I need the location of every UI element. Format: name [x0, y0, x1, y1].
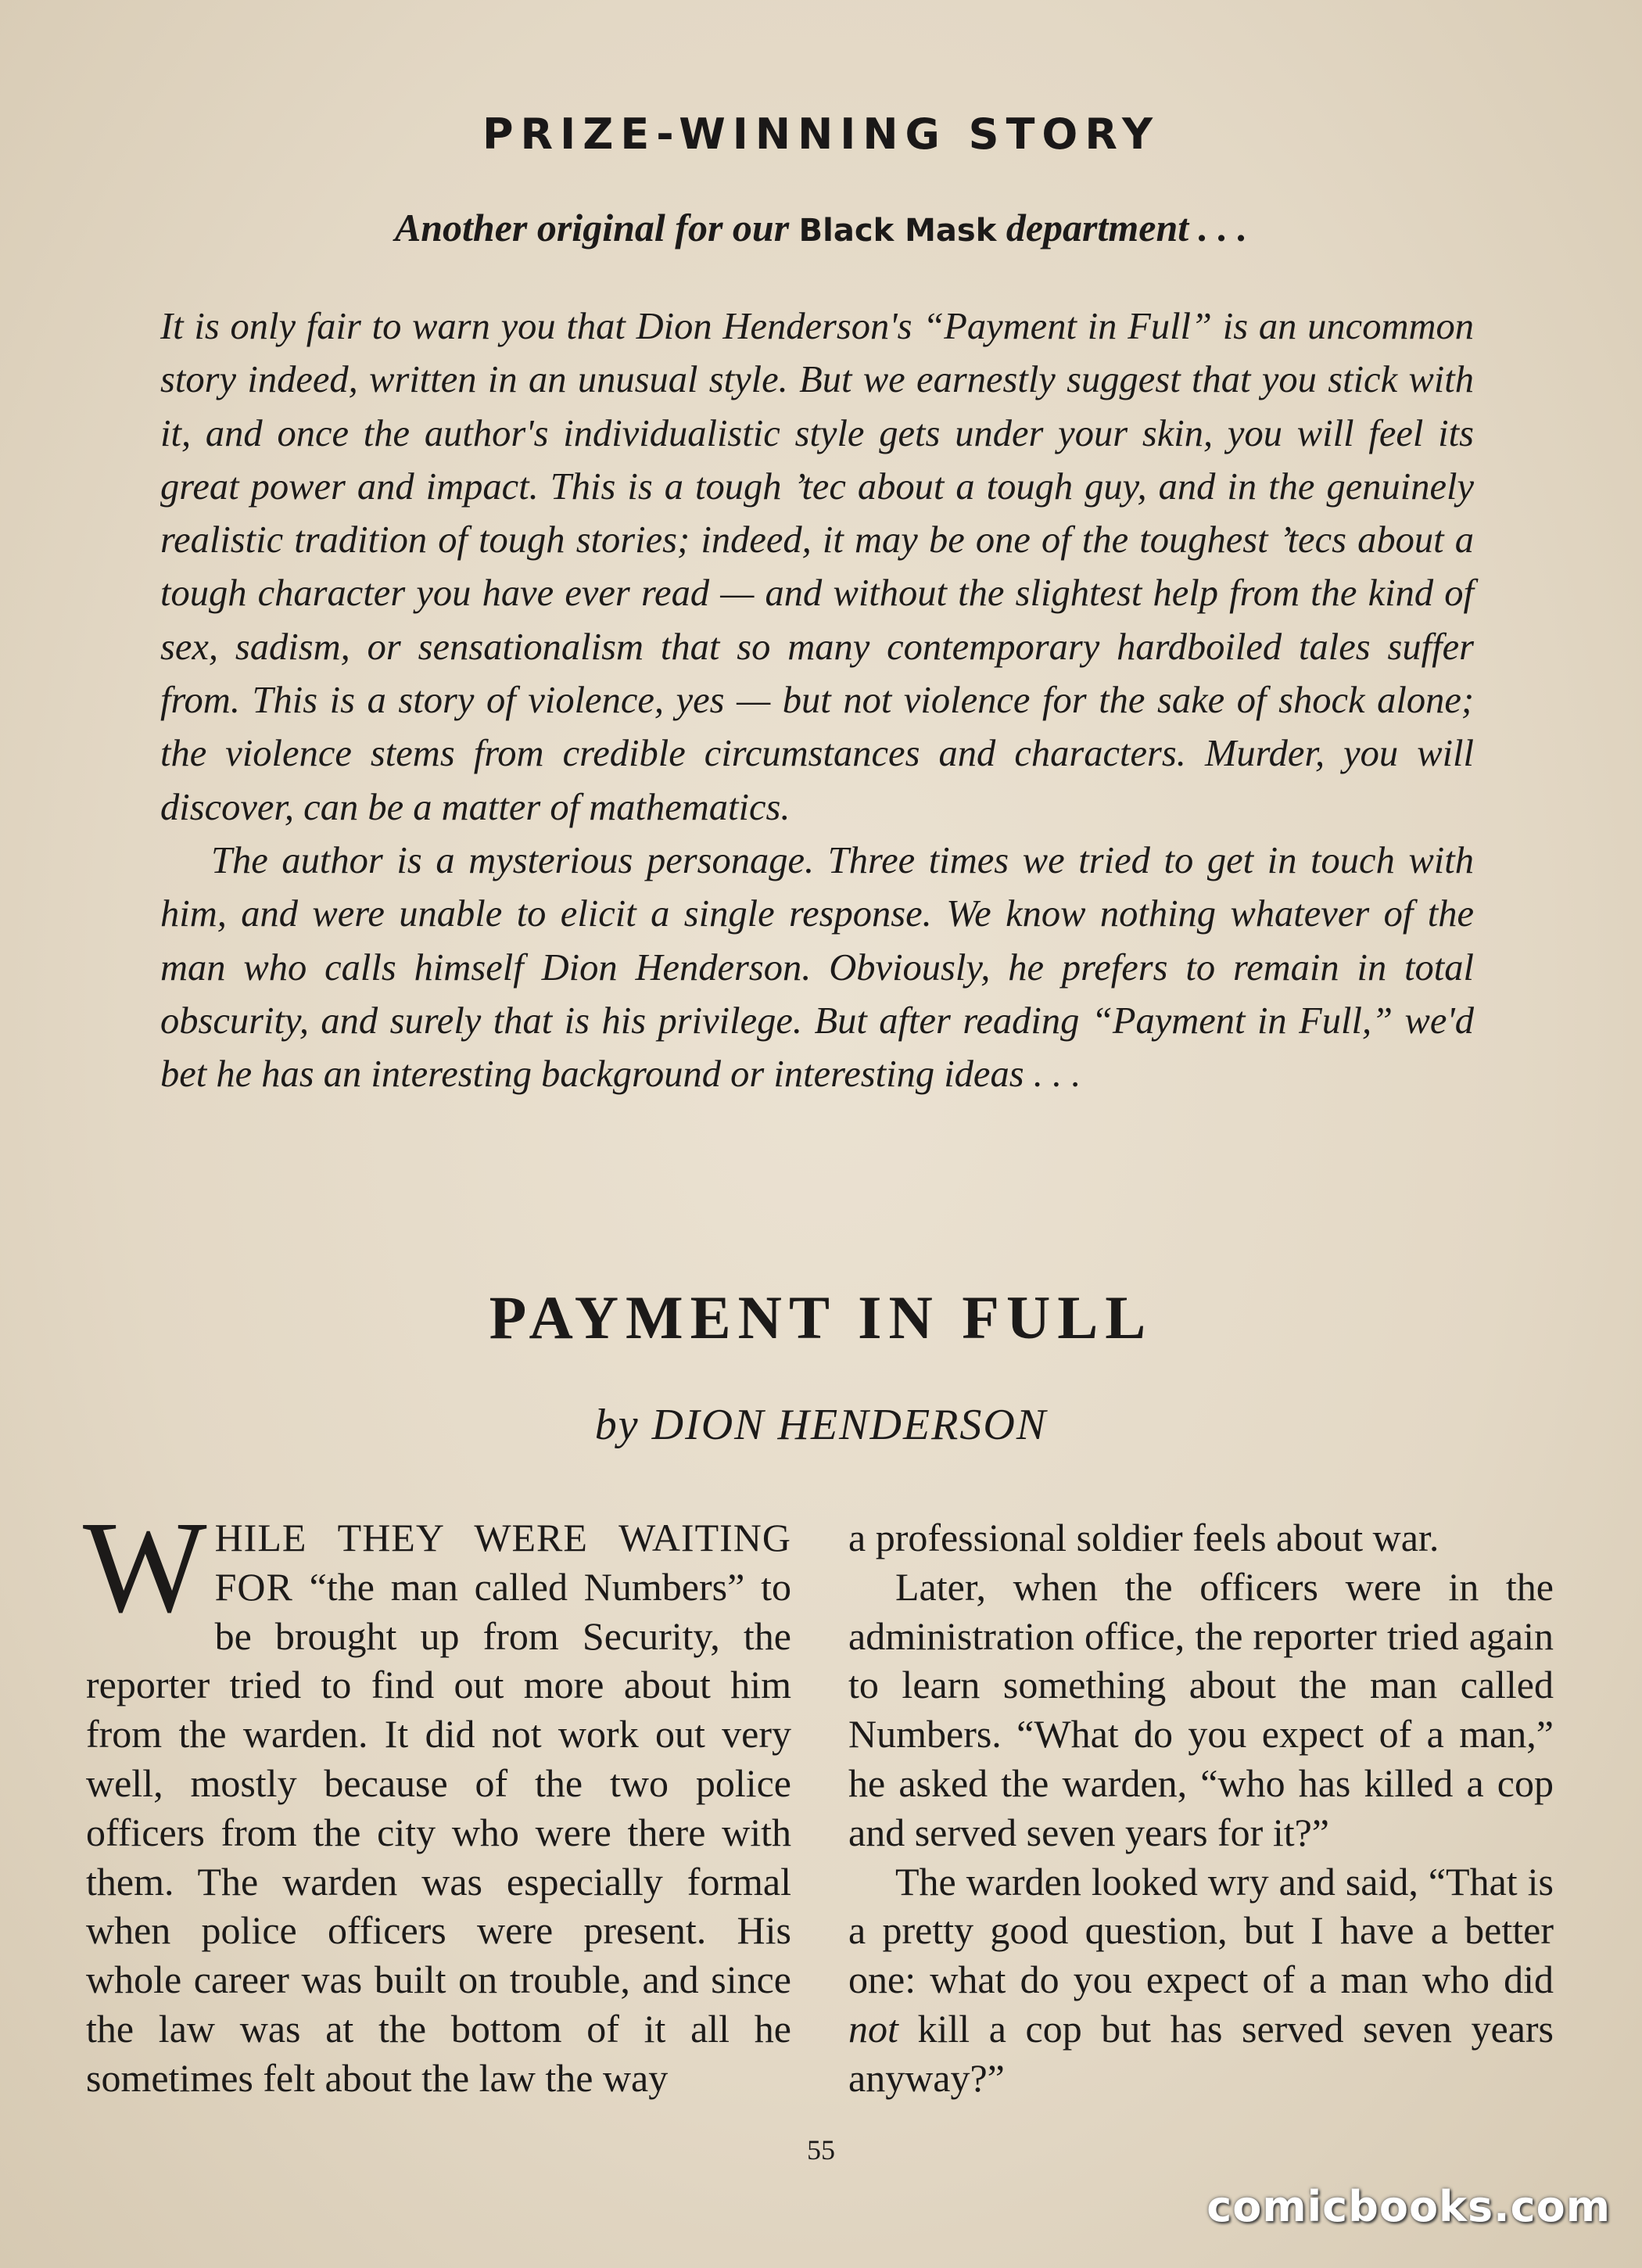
- story-paragraph-1: [83, 1495, 791, 2103]
- story-paragraph-1-text: “the man called Numbers” to be brought up from Security, the reporter tried to find out more about him from the warden. It did not work out very well, mostly because of the two police officers from the city who were there with them. The warden was especially formal when police officers were present. His whole career was built on trouble, and since the law was at the bottom of it all he sometimes felt about the law the way: [86, 1564, 791, 2100]
- story-column-left: [83, 1495, 791, 2103]
- story-paragraph-3-after: kill a cop but has served seven years anyway?”: [848, 2006, 1554, 2100]
- story-paragraph-1-continued: a professional soldier feels about war.: [848, 1516, 1439, 1559]
- story-paragraph-3-before: The warden looked wry and said, “That is a pretty good question, but I have a better one: what do you expect of a man who did: [848, 1859, 1554, 2002]
- story-paragraph-3-emphasis: not: [848, 2006, 898, 2051]
- subkicker-black-mask: Black Mask: [798, 213, 997, 249]
- intro-paragraph-2: The author is a mysterious personage. Three times we tried to get in touch with him, and were unable to elicit a single response. We know nothing whatever of the man who calls himself Dion Henderson. Obviously, he prefers to remain in total obscurity, and surely that is his privilege. But after reading “Payment in Full,” we'd bet he has an interesting background or interesting ideas . . .: [160, 839, 1474, 1096]
- story-paragraph-3: [848, 1857, 1554, 2103]
- subkicker-text-before: Another original for our: [394, 206, 799, 249]
- drop-cap: W: [83, 1495, 207, 1640]
- story-column-right: [848, 1513, 1554, 2103]
- opening-small-caps: HILE THEY WERE WAITING FOR: [214, 1516, 791, 1609]
- section-subkicker: [0, 205, 1642, 250]
- site-watermark: comicbooks.com: [1206, 2182, 1611, 2231]
- section-kicker: PRIZE-WINNING STORY: [482, 109, 1160, 159]
- page-number: 55: [807, 2134, 835, 2166]
- story-paragraph-2: Later, when the officers were in the administration office, the reporter tried again to learn something about the man called Numbers. “What do you expect of a man,” he asked the warden, “who has killed a cop and served seven years for it?”: [848, 1564, 1554, 1854]
- subkicker-text-after: department . . .: [996, 206, 1248, 249]
- story-title: PAYMENT IN FULL: [489, 1283, 1153, 1351]
- editorial-intro: [160, 300, 1474, 1101]
- story-byline: by DION HENDERSON: [594, 1401, 1048, 1449]
- intro-paragraph-1: It is only fair to warn you that Dion Henderson's “Payment in Full” is an uncommon story indeed, written in an unusual style. But we earnestly suggest that you stick with it, and once the author's individualistic style gets under your skin, you will feel its great power and impact. This is a tough ’tec about a tough guy, and in the genuinely realistic tradition of tough stories; indeed, it may be one of the toughest ’tecs about a tough character you have ever read — and without the slightest help from the kind of sex, sadism, or sensationalism that so many contemporary hardboiled tales suffer from. This is a story of violence, yes — but not violence for the sake of shock alone; the violence stems from credible circumstances and characters. Murder, you will discover, can be a matter of mathematics.: [160, 306, 1474, 828]
